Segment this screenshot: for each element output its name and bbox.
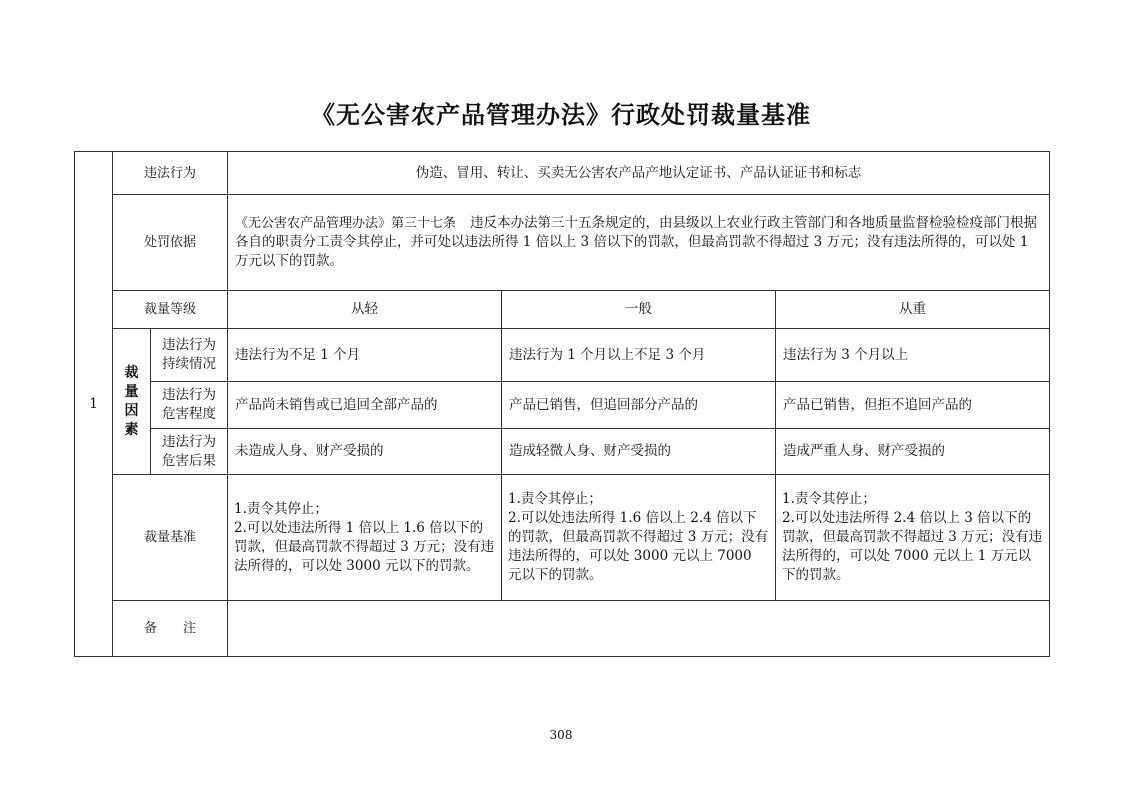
factor-value: 违法行为 3 个月以上: [776, 329, 1050, 382]
standard-light: [228, 475, 502, 601]
standard-label: 裁量基准: [113, 475, 228, 601]
remarks-value: [228, 601, 1050, 657]
factors-label-char: 素: [124, 421, 139, 438]
violation-text: 伪造、冒用、转让、买卖无公害农产品产地认定证书、产品认证证书和标志: [228, 152, 1050, 195]
factor-name-line: 危害后果: [162, 452, 216, 469]
table-row-factor-consequence: [75, 429, 1050, 475]
table-row-factor-duration: [75, 329, 1050, 382]
level-normal: 一般: [502, 291, 776, 329]
basis-reference: 《无公害农产品管理办法》第三十七条: [235, 216, 457, 231]
standard-line: 1.责令其停止；: [234, 500, 328, 517]
table-row-violation: [75, 152, 1050, 195]
standard-normal: [502, 475, 776, 601]
factor-name-line: 违法行为: [162, 337, 216, 353]
page-title: 《无公害农产品管理办法》行政处罚裁量基准: [311, 100, 811, 129]
factor-name-line: 持续情况: [162, 356, 216, 372]
basis-text: 违反本办法第三十五条规定的，由县级以上农业行政主管部门和各地质量监督检验检疫部门根据各自的职责分工责令其停止，并可处以违法所得 1 倍以上 3 倍以下的罚款，但最高罚款不得超过 3 万元；没有违法所得的，可以处 1 万元以下的罚款。: [235, 215, 1038, 269]
factor-name-line: 违法行为: [162, 387, 216, 403]
factor-value: 未造成人身、财产受损的: [228, 429, 502, 475]
table-row-standard: [75, 475, 1050, 601]
standard-line: 2.可以处违法所得 2.4 倍以上 3 倍以下的罚款，但最高罚款不得超过 3 万元；没有违法所得的，可以处 7000 元以上 1 万元以下的罚款。: [782, 510, 1043, 583]
factor-value: 造成严重人身、财产受损的: [776, 429, 1050, 475]
factor-name-line: 违法行为: [162, 433, 216, 450]
table-row-levels: [75, 291, 1050, 329]
standard-heavy: [776, 475, 1050, 601]
factor-value: 造成轻微人身、财产受损的: [502, 429, 776, 475]
row-number-cell: 1: [75, 152, 113, 657]
level-light: 从轻: [228, 291, 502, 329]
basis-label: 处罚依据: [113, 195, 228, 291]
factors-label-char: 裁: [124, 364, 139, 381]
factor-value: 产品尚未销售或已追回全部产品的: [228, 382, 502, 429]
level-label: 裁量等级: [113, 291, 228, 329]
penalty-table: [74, 151, 1050, 657]
violation-label: 违法行为: [113, 152, 228, 195]
factor-value: 产品已销售，但追回部分产品的: [502, 382, 776, 429]
standard-line: 2.可以处违法所得 1.6 倍以上 2.4 倍以下的罚款，但最高罚款不得超过 3 万元；没有违法所得的，可以处 3000 元以上 7000 元以下的罚款。: [508, 510, 769, 583]
standard-line: 2.可以处违法所得 1 倍以上 1.6 倍以下的罚款，但最高罚款不得超过 3 万元；没有违法所得的，可以处 3000 元以下的罚款。: [234, 519, 495, 574]
table-row-factor-severity: [75, 382, 1050, 429]
factor-name-line: 危害程度: [162, 406, 216, 422]
factors-label: [113, 329, 151, 475]
factors-label-char: 因: [124, 402, 139, 419]
factor-name: [151, 382, 228, 429]
factor-value: 产品已销售，但拒不追回产品的: [776, 382, 1050, 429]
level-heavy: 从重: [776, 291, 1050, 329]
factor-name: [151, 429, 228, 475]
remarks-label: 备 注: [113, 601, 228, 657]
standard-line: 1.责令其停止；: [508, 491, 602, 507]
standard-line: 1.责令其停止；: [782, 491, 876, 507]
factor-value: 违法行为不足 1 个月: [228, 329, 502, 382]
page-number: 308: [549, 728, 573, 742]
factors-label-char: 量: [124, 383, 139, 400]
basis-cell: [228, 195, 1050, 291]
table-row-basis: [75, 195, 1050, 291]
factor-name: [151, 329, 228, 382]
table-row-remarks: [75, 601, 1050, 657]
factor-value: 违法行为 1 个月以上不足 3 个月: [502, 329, 776, 382]
